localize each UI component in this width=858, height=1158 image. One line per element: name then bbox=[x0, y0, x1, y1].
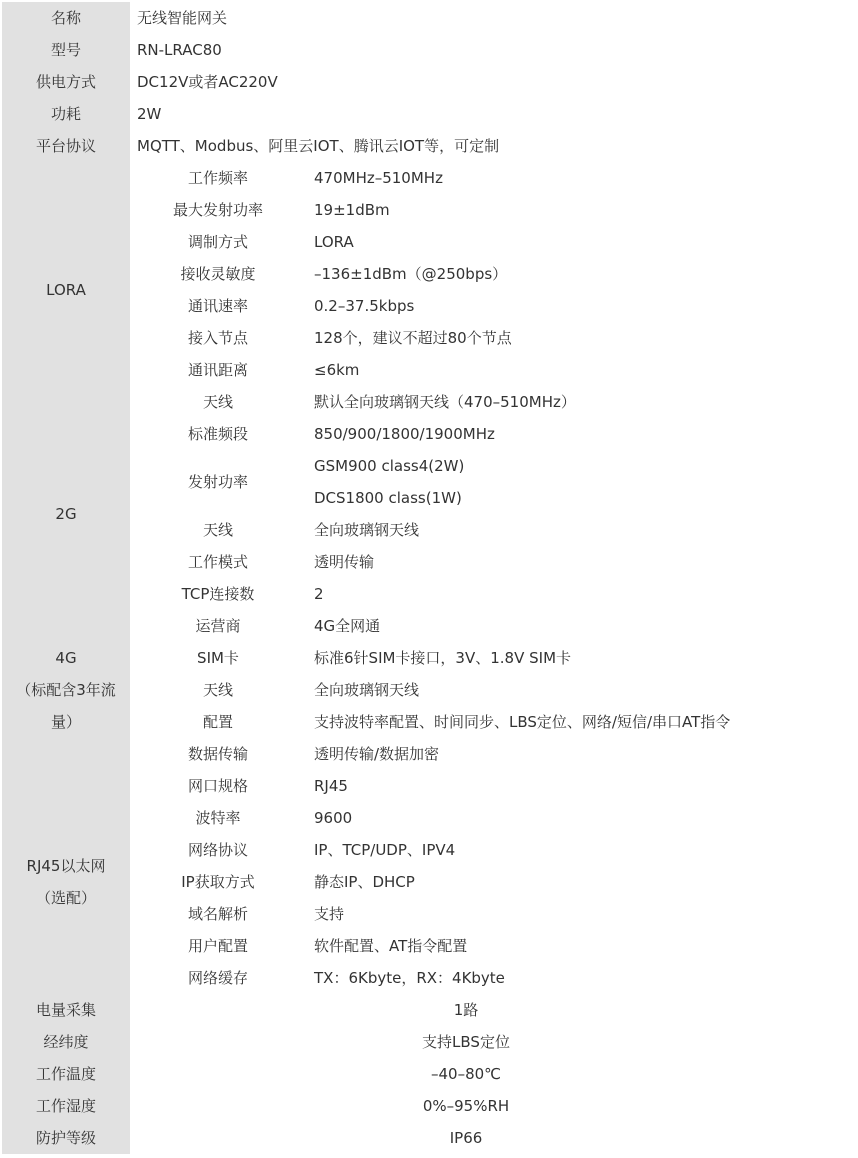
category-label-line: 量） bbox=[50, 713, 81, 731]
sub-label: 最大发射功率 bbox=[172, 201, 263, 219]
row-label-2 bbox=[2, 66, 130, 98]
sub-value: 全向玻璃钢天线 bbox=[314, 521, 420, 539]
sub-label: 运营商 bbox=[195, 617, 241, 635]
sub-label: SIM卡 bbox=[197, 649, 239, 667]
group-label-3 bbox=[2, 770, 130, 994]
category-label-line: RJ45以太网 bbox=[26, 857, 106, 875]
sub-value: 支持 bbox=[314, 905, 345, 923]
category-label: 功耗 bbox=[50, 105, 81, 123]
bottom-label-2 bbox=[2, 1058, 130, 1090]
sub-label: 工作频率 bbox=[187, 169, 248, 187]
group-label-0 bbox=[2, 162, 130, 418]
sub-label: IP获取方式 bbox=[181, 873, 255, 891]
row-label-3 bbox=[2, 98, 130, 130]
sub-value: –136±1dBm（@250bps） bbox=[314, 265, 508, 283]
sub-label: 天线 bbox=[202, 681, 233, 699]
sub-label: 天线 bbox=[202, 521, 233, 539]
sub-value: 软件配置、AT指令配置 bbox=[314, 937, 468, 955]
bottom-label-0 bbox=[2, 994, 130, 1026]
group-label-1 bbox=[2, 418, 130, 610]
sub-value: 0.2–37.5kbps bbox=[314, 297, 415, 315]
row-value: DC12V或者AC220V bbox=[137, 73, 278, 91]
sub-value: TX：6Kbyte，RX：4Kbyte bbox=[314, 969, 505, 987]
sub-value: 默认全向玻璃钢天线（470–510MHz） bbox=[314, 393, 576, 411]
sub-value: 470MHz–510MHz bbox=[314, 169, 443, 187]
row-label-4 bbox=[2, 130, 130, 162]
bottom-value: 支持LBS定位 bbox=[422, 1033, 510, 1051]
sub-value: 静态IP、DHCP bbox=[314, 873, 415, 891]
sub-label: 配置 bbox=[202, 713, 233, 731]
sub-value: DCS1800 class(1W) bbox=[314, 489, 462, 507]
category-label: 供电方式 bbox=[35, 73, 96, 91]
category-label-line: LORA bbox=[46, 281, 86, 299]
row-value: RN-LRAC80 bbox=[137, 41, 222, 59]
row-value: MQTT、Modbus、阿里云IOT、腾讯云IOT等，可定制 bbox=[137, 137, 500, 155]
category-label: 名称 bbox=[50, 9, 81, 27]
bottom-label-3 bbox=[2, 1090, 130, 1122]
sub-value: 4G全网通 bbox=[314, 617, 381, 635]
row-value: 2W bbox=[137, 105, 162, 123]
sub-label: 接收灵敏度 bbox=[180, 265, 256, 283]
sub-value: 支持波特率配置、时间同步、LBS定位、网络/短信/串口AT指令 bbox=[314, 713, 731, 731]
bottom-value: 1路 bbox=[453, 1001, 479, 1019]
row-value: 无线智能网关 bbox=[137, 9, 228, 27]
sub-value: IP、TCP/UDP、IPV4 bbox=[314, 841, 456, 859]
sub-label: 用户配置 bbox=[187, 937, 248, 955]
row-label-0 bbox=[2, 2, 130, 34]
category-label: 工作湿度 bbox=[35, 1097, 96, 1115]
bottom-value: 0%–95%RH bbox=[422, 1097, 510, 1115]
sub-value: 透明传输/数据加密 bbox=[314, 745, 440, 763]
sub-value: ≤6km bbox=[314, 361, 360, 379]
category-label-line: （选配） bbox=[35, 889, 96, 907]
sub-label: 网口规格 bbox=[187, 777, 248, 795]
category-label: 平台协议 bbox=[35, 137, 96, 155]
sub-value: 透明传输 bbox=[314, 553, 375, 571]
sub-value: 850/900/1800/1900MHz bbox=[314, 425, 495, 443]
sub-value: GSM900 class4(2W) bbox=[314, 457, 465, 475]
sub-value: 全向玻璃钢天线 bbox=[314, 681, 420, 699]
category-label-line: 4G bbox=[55, 649, 77, 667]
bottom-value: IP66 bbox=[449, 1129, 483, 1147]
group-label-2 bbox=[2, 610, 130, 770]
sub-label: TCP连接数 bbox=[181, 585, 255, 603]
category-label: 型号 bbox=[50, 41, 81, 59]
category-label: 经纬度 bbox=[43, 1033, 89, 1051]
sub-value: LORA bbox=[314, 233, 354, 251]
category-label-line: 2G bbox=[55, 505, 77, 523]
bottom-label-4 bbox=[2, 1122, 130, 1154]
sub-label: 接入节点 bbox=[187, 329, 248, 347]
sub-label: 数据传输 bbox=[187, 745, 248, 763]
sub-value: 128个，建议不超过80个节点 bbox=[314, 329, 512, 347]
sub-label: 发射功率 bbox=[187, 473, 248, 491]
category-label-line: （标配含3年流 bbox=[16, 681, 116, 699]
category-label: 防护等级 bbox=[35, 1129, 96, 1147]
sub-label: 标准频段 bbox=[187, 425, 248, 443]
sub-label: 网络缓存 bbox=[187, 969, 248, 987]
sub-label: 调制方式 bbox=[187, 233, 248, 251]
sub-value: 9600 bbox=[314, 809, 353, 827]
category-label: 工作温度 bbox=[35, 1065, 96, 1083]
sub-value: RJ45 bbox=[314, 777, 348, 795]
row-label-1 bbox=[2, 34, 130, 66]
sub-label: 网络协议 bbox=[187, 841, 248, 859]
sub-label: 天线 bbox=[202, 393, 233, 411]
sub-label: 通讯速率 bbox=[187, 297, 248, 315]
bottom-value: –40–80℃ bbox=[430, 1065, 502, 1083]
sub-value: 19±1dBm bbox=[314, 201, 390, 219]
sub-label: 通讯距离 bbox=[187, 361, 248, 379]
sub-label: 工作模式 bbox=[187, 553, 248, 571]
sub-label: 波特率 bbox=[195, 809, 241, 827]
bottom-label-1 bbox=[2, 1026, 130, 1058]
sub-label: 域名解析 bbox=[187, 905, 248, 923]
sub-value: 标准6针SIM卡接口，3V、1.8V SIM卡 bbox=[314, 649, 572, 667]
sub-value: 2 bbox=[314, 585, 324, 603]
category-label: 电量采集 bbox=[35, 1001, 96, 1019]
